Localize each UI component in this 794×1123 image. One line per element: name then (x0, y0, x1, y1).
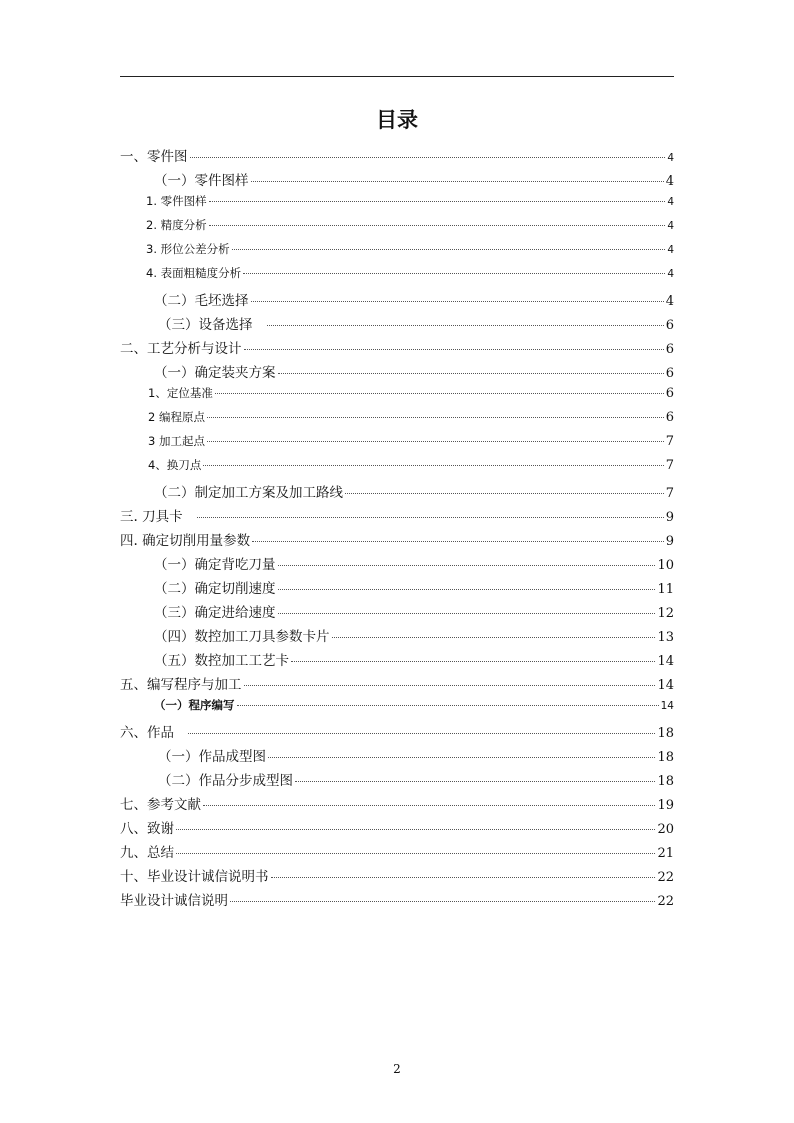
dot-leader (188, 733, 655, 734)
dot-leader (230, 901, 655, 902)
toc-entry-page: 4 (665, 174, 674, 189)
toc-entry-page: 6 (665, 366, 674, 381)
toc-entry[interactable] (120, 745, 674, 769)
dot-leader (207, 417, 664, 418)
toc-entry-label: 三. 刀具卡 (120, 509, 183, 525)
dot-leader (268, 757, 655, 758)
dot-leader (295, 781, 655, 782)
dot-leader (203, 805, 655, 806)
toc-entry[interactable] (120, 697, 674, 721)
toc-entry-label: 1、定位基准 (148, 386, 213, 400)
toc-entry-page: 7 (665, 434, 674, 449)
toc-entry-label: 四. 确定切削用量参数 (120, 533, 251, 549)
toc-entry[interactable] (120, 553, 674, 577)
toc-entry[interactable] (120, 193, 674, 217)
toc-entry-page: 4 (667, 220, 674, 232)
toc-entry[interactable] (120, 817, 674, 841)
toc-entry-page: 4 (667, 244, 674, 256)
toc-entry-page: 4 (667, 268, 674, 280)
toc-entry-page: 6 (665, 318, 674, 333)
dot-leader (209, 201, 666, 202)
dot-leader (252, 541, 664, 542)
dot-leader (203, 465, 663, 466)
toc-entry[interactable] (120, 841, 674, 865)
toc-entry[interactable] (120, 265, 674, 289)
toc-entry[interactable] (120, 241, 674, 265)
toc-entry-label: （一）零件图样 (154, 173, 249, 189)
dot-leader (251, 301, 664, 302)
toc-entry[interactable] (120, 169, 674, 193)
dot-leader (278, 613, 656, 614)
toc-entry[interactable] (120, 433, 674, 457)
toc-entry-page: 4 (667, 152, 674, 164)
toc-entry[interactable] (120, 337, 674, 361)
toc-entry-label: （二）作品分步成型图 (158, 773, 293, 789)
toc-entry-label: 毕业设计诚信说明 (120, 893, 228, 909)
dot-leader (244, 685, 656, 686)
dot-leader (244, 349, 664, 350)
toc-entry-label: 4. 表面粗糙度分析 (146, 266, 242, 280)
toc-entry-label: 九、总结 (120, 845, 174, 861)
toc-entry-label: 4、换刀点 (148, 458, 202, 472)
toc-entry-page: 6 (665, 342, 674, 357)
dot-leader (345, 493, 664, 494)
toc-entry-label: 2. 精度分析 (146, 218, 207, 232)
toc-entry-label: （二）确定切削速度 (154, 581, 276, 597)
dot-leader (237, 705, 659, 706)
toc-entry[interactable] (120, 889, 674, 913)
toc-entry[interactable] (120, 529, 674, 553)
dot-leader (278, 373, 664, 374)
dot-leader (190, 157, 666, 158)
dot-leader (176, 829, 655, 830)
toc-entry[interactable] (120, 577, 674, 601)
toc-entry-page: 22 (657, 870, 674, 885)
dot-leader (278, 565, 656, 566)
toc-entry[interactable] (120, 865, 674, 889)
toc-entry-label: 八、致谢 (120, 821, 174, 837)
toc-entry-page: 7 (665, 486, 674, 501)
toc-entry[interactable] (120, 457, 674, 481)
toc-entry-label: （三）设备选择 (158, 317, 253, 333)
toc-entry-page: 19 (657, 798, 674, 813)
dot-leader (271, 877, 656, 878)
dot-leader (207, 441, 664, 442)
header-rule (120, 76, 674, 77)
toc-entry-page: 10 (657, 558, 674, 573)
toc-entry[interactable] (120, 649, 674, 673)
toc-entry[interactable] (120, 793, 674, 817)
dot-leader (278, 589, 656, 590)
toc-entry-label: （二）制定加工方案及加工路线 (154, 485, 343, 501)
toc-entry[interactable] (120, 673, 674, 697)
toc-entry[interactable] (120, 385, 674, 409)
toc-entry[interactable] (120, 721, 674, 745)
toc-entry-label: （一）作品成型图 (158, 749, 266, 765)
toc-entry-page: 4 (667, 196, 674, 208)
toc-entry-page: 12 (657, 606, 674, 621)
table-of-contents (120, 145, 674, 913)
toc-entry-label: 3. 形位公差分析 (146, 242, 230, 256)
dot-leader (243, 273, 665, 274)
toc-entry-label: 一、零件图 (120, 149, 188, 165)
toc-entry-page: 6 (665, 386, 674, 401)
dot-leader (251, 181, 664, 182)
toc-entry-label: 2 编程原点 (148, 410, 205, 424)
toc-entry-page: 18 (657, 774, 674, 789)
toc-entry-page: 22 (657, 894, 674, 909)
toc-entry-page: 14 (660, 700, 674, 712)
toc-entry-label: 二、工艺分析与设计 (120, 341, 242, 357)
dot-leader (232, 249, 666, 250)
dot-leader (267, 325, 664, 326)
toc-entry[interactable] (120, 289, 674, 313)
toc-entry-label: 六、作品 (120, 725, 174, 741)
toc-entry-page: 18 (657, 726, 674, 741)
dot-leader (291, 661, 655, 662)
toc-title: 目录 (376, 108, 418, 132)
toc-entry-page: 20 (657, 822, 674, 837)
toc-entry-page: 6 (665, 410, 674, 425)
toc-entry-page: 9 (665, 510, 674, 525)
toc-entry[interactable] (120, 361, 674, 385)
toc-entry[interactable] (120, 625, 674, 649)
toc-entry[interactable] (120, 313, 674, 337)
dot-leader (332, 637, 656, 638)
toc-entry-label: 1. 零件图样 (146, 194, 207, 208)
toc-entry-label: （三）确定进给速度 (154, 605, 276, 621)
toc-entry-page: 13 (657, 630, 674, 645)
toc-entry-page: 18 (657, 750, 674, 765)
toc-entry-page: 14 (657, 678, 674, 693)
toc-entry-label: 3 加工起点 (148, 434, 205, 448)
toc-entry-page: 7 (665, 458, 674, 473)
toc-entry[interactable] (120, 769, 674, 793)
toc-entry-page: 4 (665, 294, 674, 309)
dot-leader (209, 225, 666, 226)
toc-entry[interactable] (120, 409, 674, 433)
toc-entry-page: 9 (665, 534, 674, 549)
toc-entry-label: 十、毕业设计诚信说明书 (120, 869, 269, 885)
toc-entry[interactable] (120, 145, 674, 169)
page-number: 2 (393, 1062, 401, 1076)
dot-leader (197, 517, 664, 518)
dot-leader (215, 393, 664, 394)
toc-entry-label: 五、编写程序与加工 (120, 677, 242, 693)
dot-leader (176, 853, 655, 854)
toc-entry-page: 21 (657, 846, 674, 861)
toc-entry[interactable] (120, 505, 674, 529)
toc-entry-label: （五）数控加工工艺卡 (154, 653, 289, 669)
toc-entry-label: （二）毛坯选择 (154, 293, 249, 309)
toc-entry-label: （一）程序编写 (154, 698, 235, 712)
toc-entry-label: 七、参考文献 (120, 797, 201, 813)
toc-entry-label: （一）确定背吃刀量 (154, 557, 276, 573)
toc-entry[interactable] (120, 481, 674, 505)
toc-entry-label: （四）数控加工刀具参数卡片 (154, 629, 330, 645)
toc-entry[interactable] (120, 217, 674, 241)
toc-entry-page: 14 (657, 654, 674, 669)
toc-entry-label: （一）确定装夹方案 (154, 365, 276, 381)
toc-entry[interactable] (120, 601, 674, 625)
toc-entry-page: 11 (657, 582, 674, 597)
